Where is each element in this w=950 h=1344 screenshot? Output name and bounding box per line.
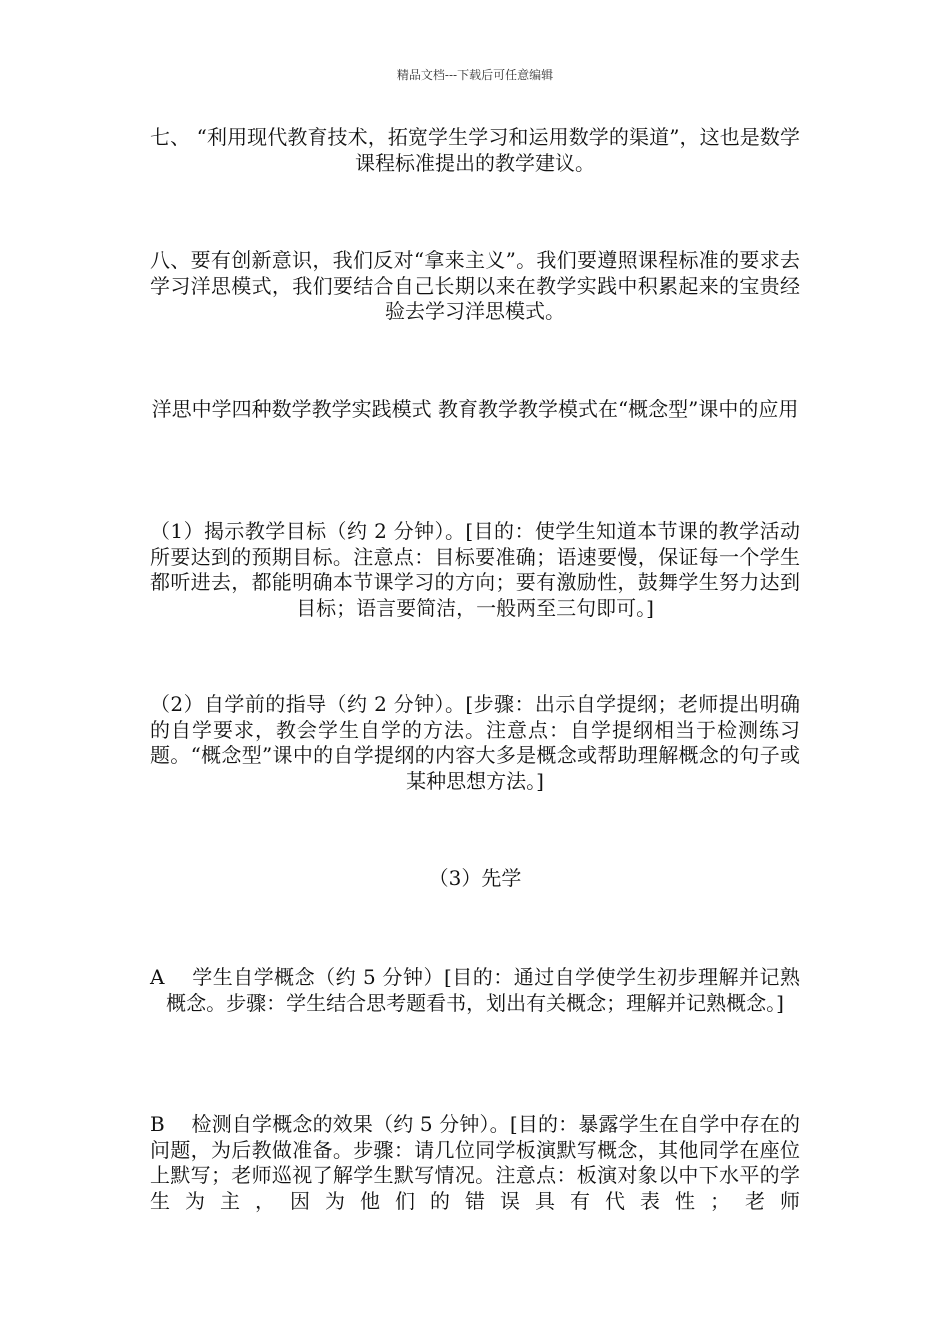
paragraph-step-1: （1）揭示教学目标（约 2 分钟）。[目的：使学生知道本节课的教学活动所要达到的预期目标。注意点：目标要准确；语速要慢，保证每一个学生都听进去，都能明确本节课学习的方向；要有激励性，鼓舞学生努力达到目标；语言要简洁，一般两至三句即可。] — [150, 519, 800, 620]
paragraph-step-3-heading: （3）先学 — [428, 866, 522, 890]
section-title: 洋思中学四种数学教学实践模式 教育教学教学模式在“概念型”课中的应用 — [151, 397, 799, 421]
paragraph-seven: 七、 “利用现代教育技术，拓宽学生学习和运用数学的渠道”，这也是数学课程标准提出的教学建议。 — [150, 125, 800, 175]
paragraph-step-2: （2）自学前的指导（约 2 分钟）。[步骤：出示自学提纲；老师提出明确的自学要求，教会学生自学的方法。注意点：自学提纲相当于检测练习题。“概念型”课中的自学提纲的内容大多是概念或帮助理解概念的句子或某种思想方法。] — [150, 692, 800, 793]
paragraph-eight: 八、要有创新意识，我们反对“拿来主义”。我们要遵照课程标准的要求去学习洋思模式，我们要结合自己长期以来在教学实践中积累起来的宝贵经验去学习洋思模式。 — [150, 248, 800, 323]
page-header: 精品文档---下载后可任意编辑 — [396, 68, 554, 82]
paragraph-step-3a: A 学生自学概念（约 5 分钟）[目的：通过自学使学生初步理解并记熟概念。步骤：学生结合思考题看书，划出有关概念；理解并记熟概念。] — [150, 965, 800, 1015]
paragraph-step-3b: B 检测自学概念的效果（约 5 分钟）。[目的：暴露学生在自学中存在的问题，为后教做准备。步骤：请几位同学板演默写概念，其他同学在座位上默写；老师巡视了解学生默写情况。注意点：板演对象以中下水平的学生为主，因为他们的错误具有代表性；老师 — [150, 1112, 800, 1213]
